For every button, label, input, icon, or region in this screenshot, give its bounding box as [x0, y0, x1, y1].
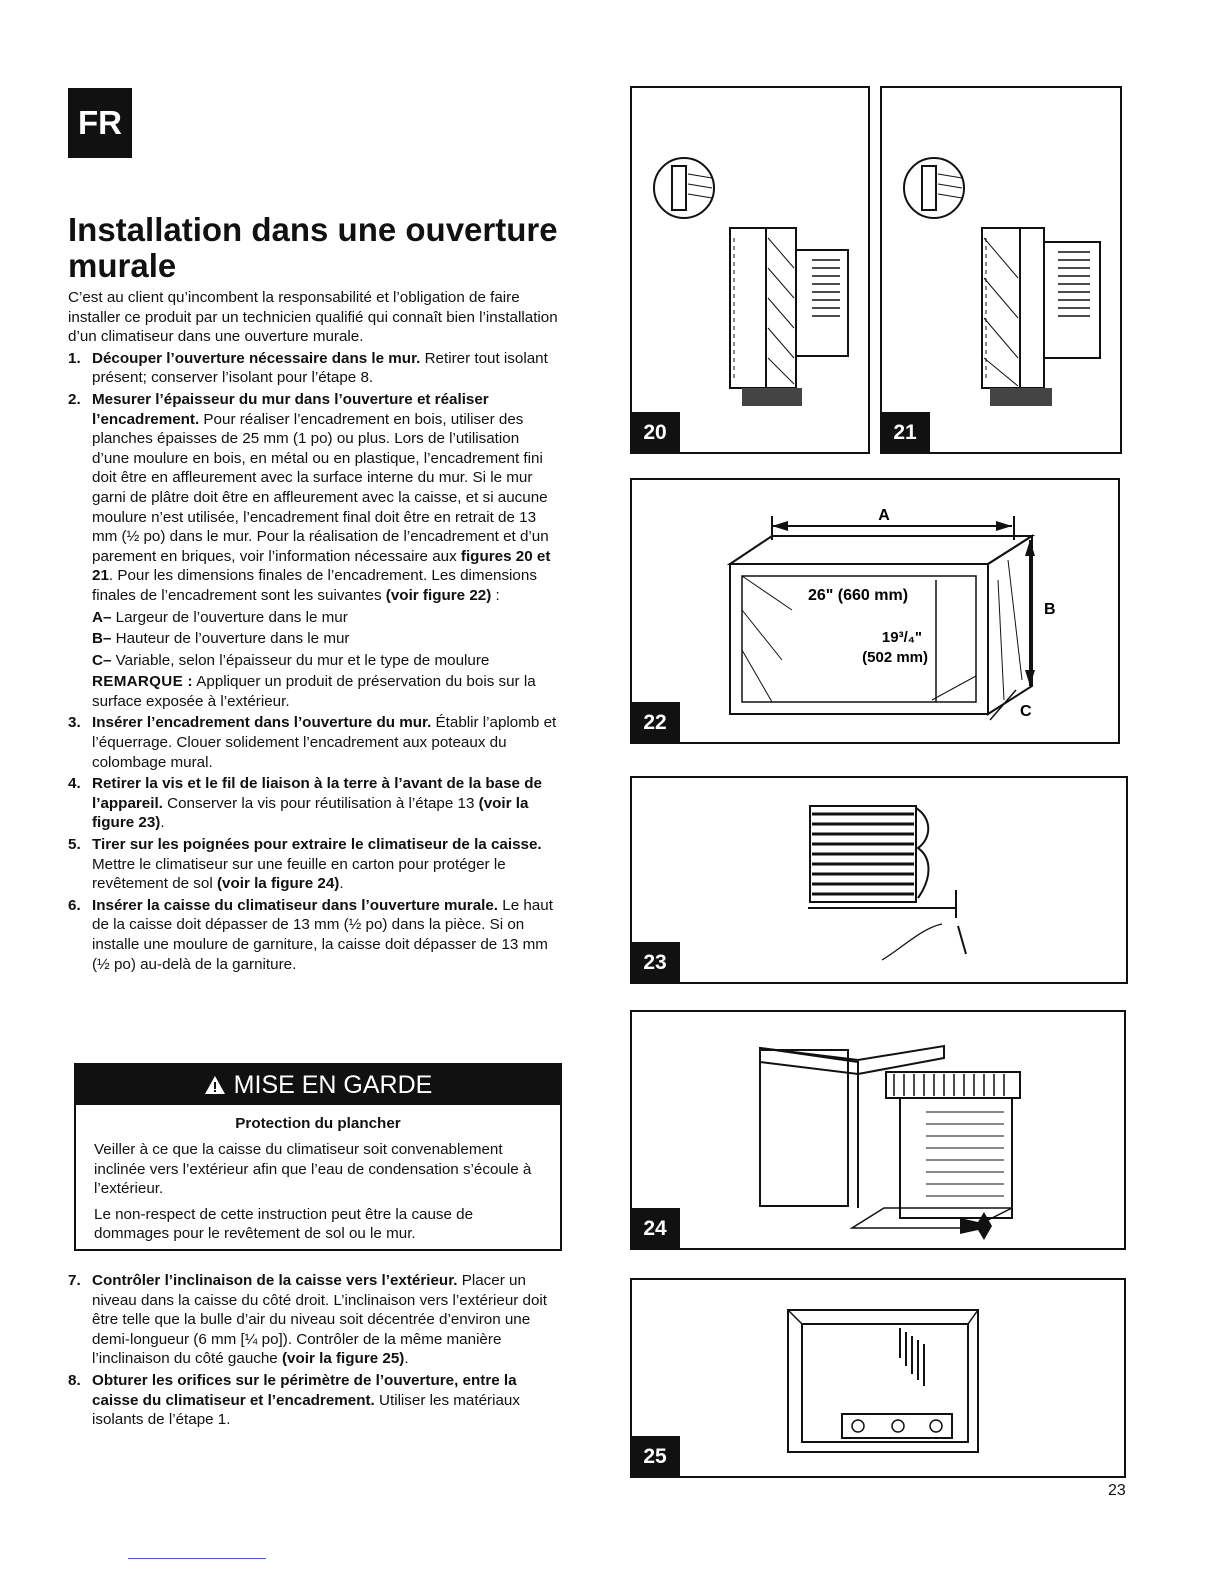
- figure-25: [630, 1278, 1126, 1478]
- dim-width-label: 26" (660 mm): [807, 587, 909, 604]
- language-badge: FR: [68, 88, 132, 158]
- warning-header: [76, 1065, 560, 1105]
- dimension-a: A– Largeur de l’ouverture dans le mur: [92, 608, 348, 626]
- step-6: 6. Insérer la caisse du climatiseur dans l’ouverture murale. Le haut de la caisse doit dépasser de 13 mm (½ po) dans la pièce. Si on installe une moulure de garniture, la caisse doit dépasser de 13 mm (½ po) au-delà de la garniture.: [68, 896, 553, 973]
- dim-height-label-2: (502 mm): [862, 649, 928, 666]
- dim-c-label: C: [1020, 703, 1032, 720]
- steps-list-continued: [68, 1271, 560, 1430]
- figure-20-number: 20: [630, 412, 680, 454]
- warning-paragraph-1: Veiller à ce que la caisse du climatiseur soit convenablement inclinée vers l’extérieur afin que l’eau de condensation s’écoule à l’extérieur.: [94, 1141, 532, 1198]
- figure-23-illustration: [632, 778, 1126, 982]
- note: REMARQUE : Appliquer un produit de préservation du bois sur la surface exposée à l’extérieur.: [92, 673, 536, 710]
- warning-body: [76, 1132, 560, 1244]
- page-title: Installation dans une ouverture murale: [68, 211, 558, 284]
- figure-25-number: 25: [630, 1436, 680, 1478]
- figure-21-illustration: [882, 88, 1120, 452]
- warning-subheading: Protection du plancher: [235, 1115, 401, 1132]
- dim-a-label: A: [878, 507, 890, 524]
- figure-23-number: 23: [630, 942, 680, 984]
- warning-box: [74, 1063, 562, 1251]
- page-number: 23: [1108, 1482, 1126, 1499]
- dim-b-label: B: [1044, 601, 1056, 618]
- step-3: 3. Insérer l’encadrement dans l’ouverture du mur. Établir l’aplomb et l’équerrage. Clouer solidement l’encadrement aux poteaux du colombage mural.: [68, 714, 557, 771]
- figure-20: [630, 86, 870, 454]
- dimension-b: B– Hauteur de l’ouverture dans le mur: [92, 630, 350, 648]
- footer-rule: [128, 1558, 266, 1559]
- figure-24: [630, 1010, 1126, 1250]
- step-5: 5. Tirer sur les poignées pour extraire le climatiseur de la caisse. Mettre le climatiseur sur une feuille en carton pour protéger le revêtement de sol (voir la figure 24).: [68, 836, 542, 893]
- figure-21-number: 21: [880, 412, 930, 454]
- warning-paragraph-2: Le non-respect de cette instruction peut être la cause de dommages pour le revêtement de sol ou le mur.: [94, 1205, 474, 1243]
- left-column-continued: [68, 1269, 560, 1430]
- left-column: [68, 288, 560, 974]
- warning-triangle-icon: [204, 1075, 226, 1095]
- figure-21: [880, 86, 1122, 454]
- figure-20-illustration: [632, 88, 868, 452]
- figure-22-illustration: [632, 480, 1118, 742]
- dim-height-label-1: 19³/₄": [881, 629, 922, 646]
- steps-list: [68, 349, 560, 974]
- figure-25-illustration: [632, 1280, 1124, 1476]
- step-1: 1. Découper l’ouverture nécessaire dans le mur. Retirer tout isolant présent; conserver l’isolant pour l’étape 8.: [68, 349, 548, 387]
- step-2: 2. Mesurer l’épaisseur du mur dans l’ouverture et réaliser l’encadrement. Pour réaliser l’encadrement en bois, utiliser des planches épaisses de 25 mm (1 po) ou plus. Lors de l’utilisation d’une moulure en bois, en métal ou en plastique, l’encadrement fini doit être en affleurement avec la surface interne du mur. Si le mur garni de plâtre doit être en affleurement avec la caisse, et si aucune moulure n’est utilisée, l’encadrement final doit être en retrait de 13 mm (½ po) dans le mur. Pour la réalisation de l’encadrement et d’un parement en briques, voir l’information nécessaire aux figures 20 et 21. Pour les dimensions finales de l’encadrement. Les dimensions finales de l’encadrement sont les suivantes (voir figure 22) : A– Largeur de l’ouverture dans le mur B– Hauteur de l’ouverture dans le mur C– Variable, selon l’épaisseur du mur et le type de moulure REMARQUE : Appliquer un produit de préservation du bois sur la surface exposée à l’extérieur.: [68, 390, 560, 712]
- step-4: 4. Retirer la vis et le fil de liaison à la terre à l’avant de la base de l’appareil. Conserver la vis pour réutilisation à l’étape 13 (voir la figure 23).: [68, 775, 542, 832]
- intro-paragraph: C’est au client qu’incombent la responsabilité et l’obligation de faire installer ce produit par un technicien qualifié qui connaît bien l’installation d’un climatiseur dans une ouverture murale.: [68, 289, 558, 346]
- figure-23: [630, 776, 1128, 984]
- warning-heading: MISE EN GARDE: [233, 1070, 433, 1099]
- step-8: 8. Obturer les orifices sur le périmètre de l’ouverture, entre la caisse du climatiseur et l’encadrement. Utiliser les matériaux isolants de l’étape 1.: [68, 1371, 520, 1429]
- figure-22: [630, 478, 1120, 744]
- figure-24-illustration: [632, 1012, 1124, 1248]
- figure-22-number: 22: [630, 702, 680, 744]
- step-7: 7. Contrôler l’inclinaison de la caisse vers l’extérieur. Placer un niveau dans la caisse du côté droit. L’inclinaison vers l’extérieur doit être telle que la bulle d’air du niveau soit décentrée d’environ une demi-longueur (6 mm [¼ po]). Contrôler de la même manière l’inclinaison du côté gauche (voir la figure 25).: [68, 1272, 548, 1368]
- dimension-c: C– Variable, selon l’épaisseur du mur et le type de moulure: [92, 651, 490, 669]
- figure-24-number: 24: [630, 1208, 680, 1250]
